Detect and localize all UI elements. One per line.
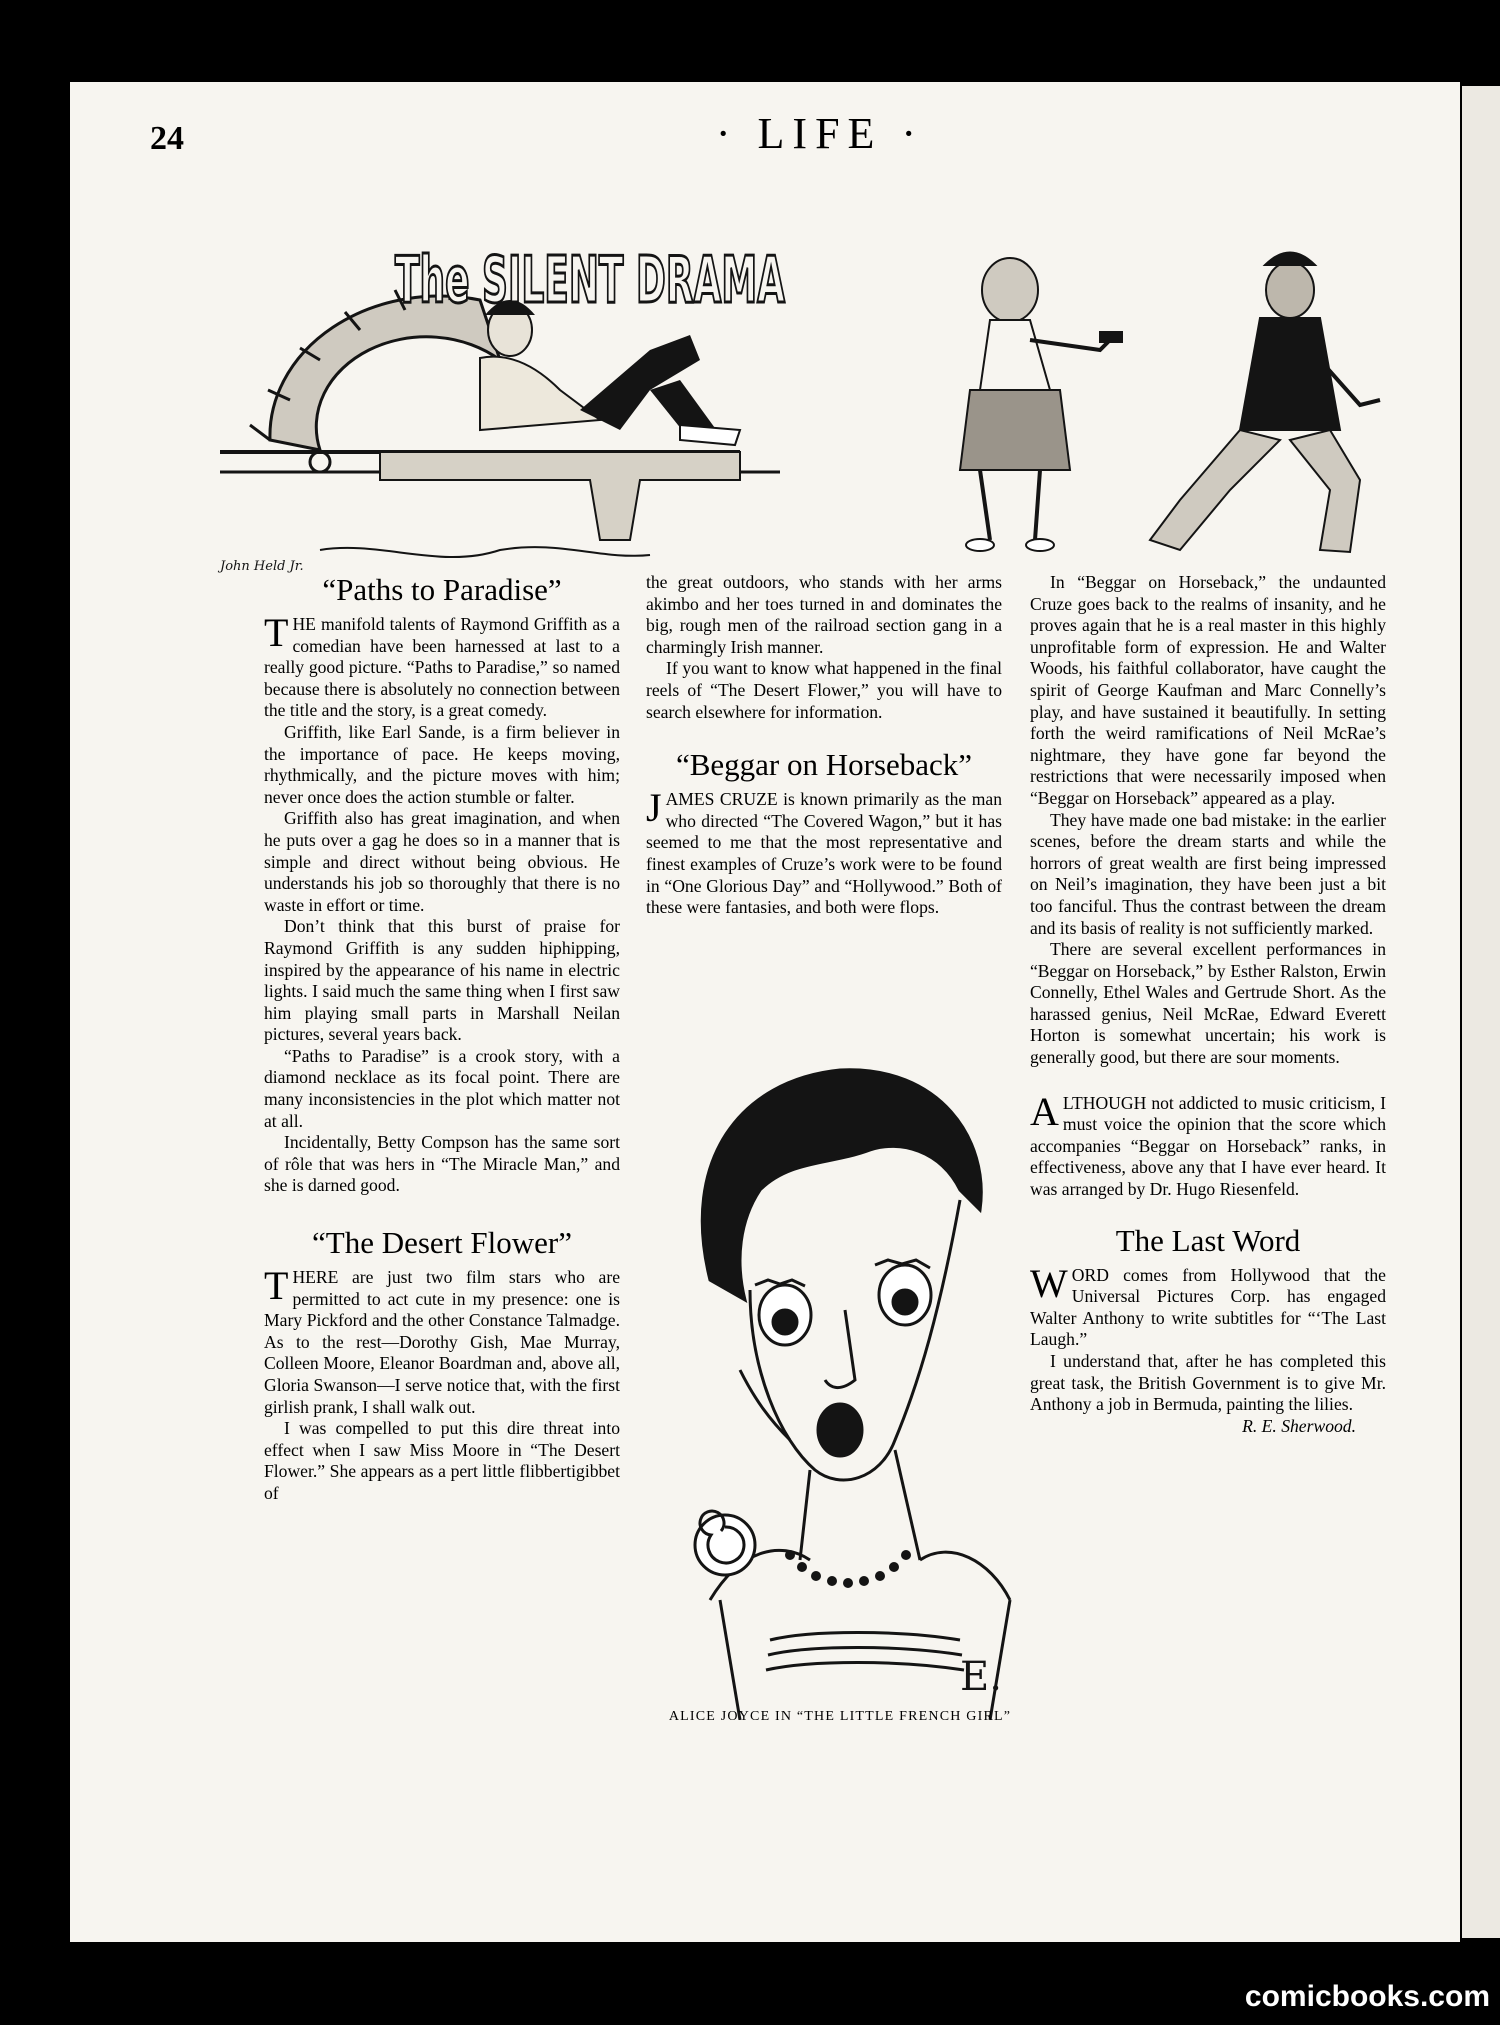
beggar-paragraph-5: ALTHOUGH not addicted to music criticism, I must voice the opinion that the score which accompanies “Beggar on Horseback” ranks, in effectiveness, above any that I have ever heard. It was arranged by Dr. Hugo Riesenfeld. [1030,1088,1386,1200]
last-word-paragraph-2: I understand that, after he has completed this great task, the British Government is to give Mr. Anthony a job in Bermuda, painting the lilies. [1030,1351,1386,1415]
beggar-paragraph-2: In “Beggar on Horseback,” the undaunted Cruze goes back to the realms of insanity, and he proves again that he is a real master in this highly unprofitable form of expression. He and Walter Woods, his faithful collaborator, have caught the spirit of George Kaufman and Marc Connelly’s play, and have sustained it beautifully. In setting forth the weird ramifications of Neil McRae’s nightmare, they have gone far beyond the restrictions that were necessarily imposed when “Beggar on Horseback” appeared as a play. [1030,572,1386,808]
column-middle [646,572,1002,919]
last-word-title: The Last Word [1115,1222,1301,1258]
beggar-drop-cap: J [646,785,662,831]
desert-flower-title: “The Desert Flower” [312,1225,572,1261]
alice-joyce-caricature [640,1040,1040,1720]
paths-paragraph-4: Don’t think that this burst of praise for Raymond Griffith is any sudden hiphipping, inspired by the appearance of his name in electric lights. I said much the same thing when I first saw him playing small parts in Marshall Neilan pictures, several years back. [264,916,620,1045]
desert-paragraph-4: If you want to know what happened in the final reels of “The Desert Flower,” you will have to search elsewhere for information. [646,658,1002,722]
beggar-drop-cap-2: A [1030,1088,1059,1134]
paths-paragraph-1: THE manifold talents of Raymond Griffith as a comedian have been harnessed at last to a really good picture. “Paths to Paradise,” so named because there is absolutely no connection between the title and the story, is a great comedy. [264,610,620,721]
facing-page-edge [1462,86,1500,1938]
masthead: · LIFE · [715,109,925,158]
column-right [1030,572,1386,1437]
beggar-paragraph-1: JAMES CRUZE is known primarily as the man who directed “The Covered Wagon,” but it has seemed to me that the most representative and finest examples of Cruze’s work were to be found in “One Glorious Day” and “Hollywood.” Both of these were fantasies, and both were flops. [646,785,1002,918]
illustration-caption: ALICE JOYCE IN “THE LITTLE FRENCH GIRL” [668,1709,1012,1724]
last-word-paragraph-1: WORD comes from Hollywood that the Universal Pictures Corp. has engaged Walter Anthony to write subtitles for “‘The Last Laugh.” [1030,1260,1386,1350]
desert-paragraph-2: I was compelled to put this dire threat into effect when I saw Miss Moore in “The Desert Flower.” She appears as a pert little flibbertigibbet of [264,1418,620,1503]
silent-drama-banner [180,240,1420,580]
desert-paragraph-1: THERE are just two film stars who are permitted to act cute in my presence: one is Mary Pickford and the other Constance Talmadge. As to the rest—Dorothy Gish, Mae Murray, Colleen Moore, Eleanor Boardman and, above all, Gloria Swanson—I serve notice that, with the first girlish prank, I shall walk out. [264,1263,620,1417]
woman-with-pistol-drawing [960,258,1122,551]
desert-drop-cap: T [264,1263,289,1309]
illustrator-monogram: E. [960,1654,1002,1700]
paths-to-paradise-title: “Paths to Paradise” [322,572,562,607]
artist-signature: John Held Jr. [220,559,304,574]
last-word-drop-cap: W [1030,1260,1068,1306]
paths-drop-cap: T [264,610,289,655]
banner-title: The SILENT DRAMA [395,244,786,318]
desert-paragraph-3: the great outdoors, who stands with her arms akimbo and her toes turned in and dominates the big, rough men of the railroad section gang in a charmingly Irish manner. [646,572,1002,657]
beggar-paragraph-4: There are several excellent performances in “Beggar on Horseback,” by Esther Ralston, Erwin Connelly, Ethel Wales and Gertrude Short. As the harassed genius, Neil McRae, Edward Everett Horton is somewhat uncertain; his work is generally good, but there are sour moments. [1030,939,1386,1068]
beggar-paragraph-3: They have made one bad mistake: in the earlier scenes, before the dream starts and while the horrors of great wealth are first being impressed on Neil’s imagination, they have been just a bit too fanciful. Thus the contrast between the dream and its basis of reality is not sufficiently marked. [1030,809,1386,938]
column-left [264,572,620,1505]
villain-drawing [1150,253,1380,553]
paths-paragraph-2: Griffith, like Earl Sande, is a firm believer in the importance of pace. He keeps moving, rhythmically, and the picture moves with him; never once does the action stumble or falter. [264,721,620,807]
paths-paragraph-6: Incidentally, Betty Compson has the same sort of rôle that was hers in “The Miracle Man,” and she is darned good. [264,1132,620,1196]
author-signature: R. E. Sherwood. [1242,1415,1356,1436]
paths-paragraph-3: Griffith also has great imagination, and when he puts over a gag he does so in a manner that is simple and direct without being obvious. He understands his job so thoroughly that there is no waste in effort or time. [264,808,620,915]
site-watermark: comicbooks.com [1244,1980,1490,2013]
paths-paragraph-5: “Paths to Paradise” is a crook story, with a diamond necklace as its focal point. There are many inconsistencies in the plot which matter not at all. [264,1045,620,1131]
beggar-on-horseback-title: “Beggar on Horseback” [675,747,973,783]
page-number: 24 [150,120,184,157]
